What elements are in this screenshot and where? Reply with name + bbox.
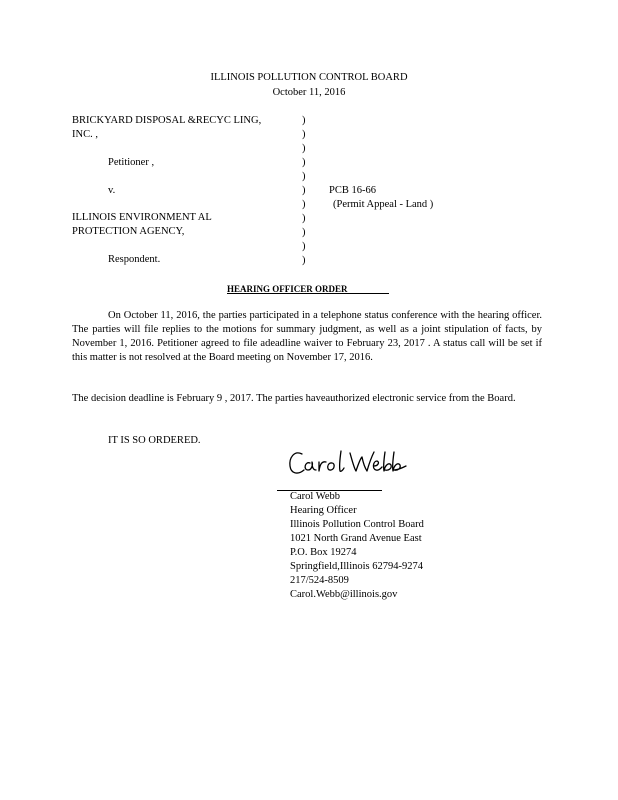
signer-phone: 217/524-8509	[290, 575, 349, 586]
signer-email: Carol.Webb@illinois.gov	[290, 589, 398, 600]
caption-parentheses	[302, 114, 306, 268]
signer-organization: Illinois Pollution Control Board	[290, 519, 424, 530]
respondent-role: Respondent.	[108, 254, 161, 265]
paren: )	[302, 255, 306, 266]
order-title: HEARING OFFICER ORDER	[227, 284, 348, 294]
paren: )	[302, 171, 306, 182]
paren: )	[302, 157, 306, 168]
signer-city: Springfield,Illinois 62794-9274	[290, 561, 423, 572]
paren: )	[302, 213, 306, 224]
paragraph-2: The decision deadline is February 9 , 2017. The parties haveauthorized electronic service from the Board.	[72, 393, 516, 404]
paren: )	[302, 185, 306, 196]
paren: )	[302, 227, 306, 238]
case-number: PCB 16-66	[329, 185, 376, 196]
petitioner-name-line1: BRICKYARD DISPOSAL &RECYC LING,	[72, 115, 262, 126]
respondent-name-line2: PROTECTION AGENCY,	[72, 226, 185, 237]
signer-street: 1021 North Grand Avenue East	[290, 533, 422, 544]
petitioner-name-line2: INC. ,	[72, 129, 98, 140]
so-ordered: IT IS SO ORDERED.	[108, 435, 201, 446]
signer-po-box: P.O. Box 19274	[290, 547, 357, 558]
signer-title: Hearing Officer	[290, 505, 357, 516]
petitioner-role: Petitioner ,	[108, 157, 155, 168]
order-date: October 11, 2016	[272, 87, 346, 98]
paren: )	[302, 241, 306, 252]
paragraph-1: On October 11, 2016, the parties participated in a telephone status conference with the hearing officer. The parties will file replies to the motions for summary judgment, as well as a joint stipulation of facts, by November 1, 2016. Petitioner agreed to file adeadline waiver to February 23, 2017 . A status call will be set if this matter is not resolved at the Board meeting on November 17, 2016.	[72, 310, 542, 363]
versus: v.	[108, 185, 116, 196]
paren: )	[302, 199, 306, 210]
signature-graphic	[288, 448, 413, 480]
agency-heading: ILLINOIS POLLUTION CONTROL BOARD	[210, 72, 408, 83]
respondent-name-line1: ILLINOIS ENVIRONMENT AL	[72, 212, 212, 223]
paren: )	[302, 143, 306, 154]
paren: )	[302, 129, 306, 140]
signer-name: Carol Webb	[290, 491, 340, 502]
handwritten-signature	[288, 448, 413, 485]
paren: )	[302, 115, 306, 126]
order-title-underline	[227, 293, 389, 294]
case-type: (Permit Appeal - Land )	[333, 199, 434, 210]
